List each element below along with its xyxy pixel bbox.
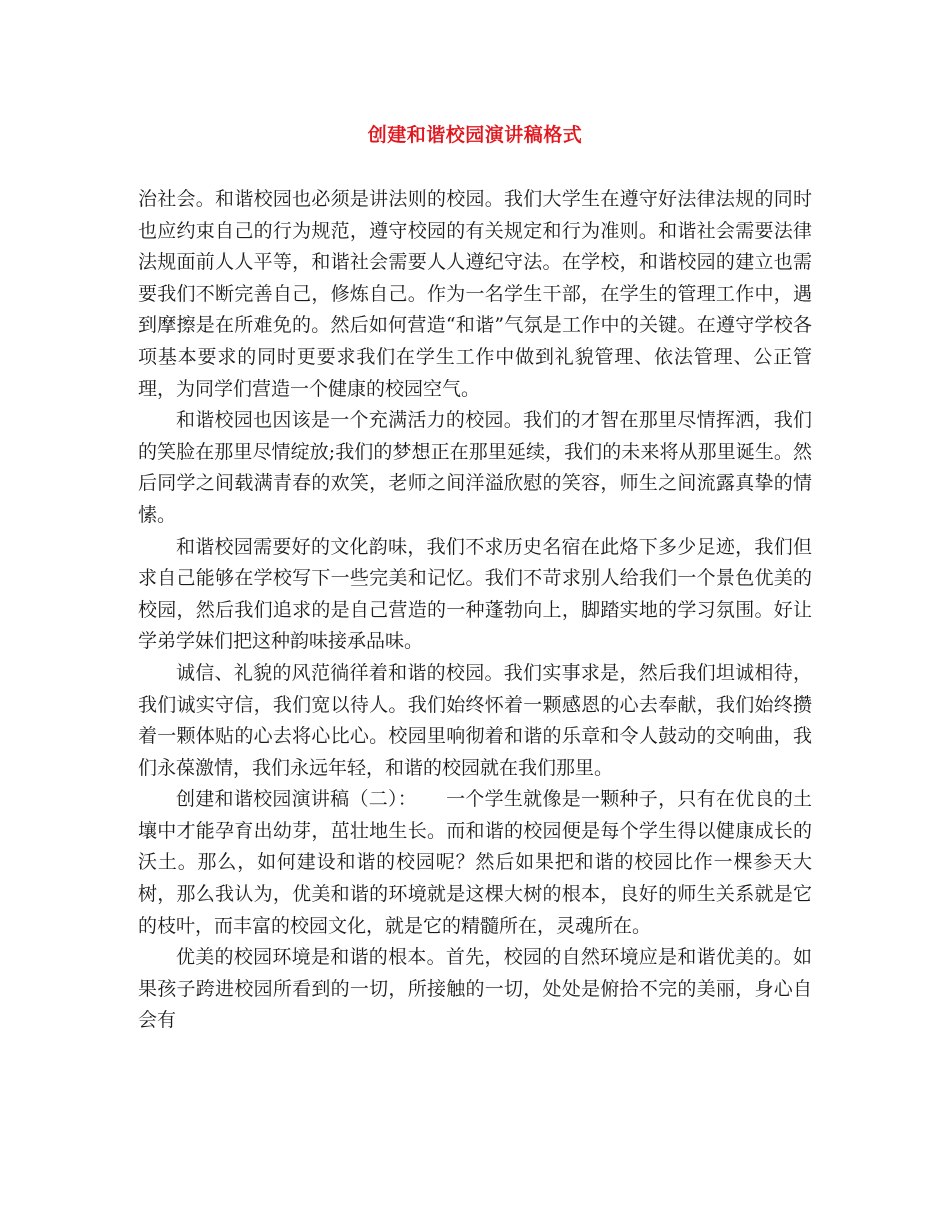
paragraph-4: 诚信、礼貌的风范徜徉着和谐的校园。我们实事求是，然后我们坦诚相待，我们诚实守信，我们宽以待人。我们始终怀着一颗感恩的心去奉献，我们始终攒着一颗体贴的心去将心比心。校园里响彻着和谐的乐章和令人鼓动的交响曲，我们永葆激情，我们永远年轻，和谐的校园就在我们那里。 (138, 661, 812, 779)
document-body (138, 184, 812, 1037)
paragraph-1: 治社会。和谐校园也必须是讲法则的校园。我们大学生在遵守好法律法规的同时也应约束自己的行为规范，遵守校园的有关规定和行为准则。和谐社会需要法律法规面前人人平等，和谐社会需要人人遵纪守法。在学校，和谐校园的建立也需要我们不断完善自己，修炼自己。作为一名学生干部，在学生的管理工作中，遇到摩擦是在所难免的。然后如何营造“和谐”气氛是工作中的关键。在遵守学校各项基本要求的同时更要求我们在学生工作中做到礼貌管理、依法管理、公正管理，为同学们营造一个健康的校园空气。 (138, 188, 812, 400)
paragraph-2: 和谐校园也因该是一个充满活力的校园。我们的才智在那里尽情挥洒，我们的笑脸在那里尽情绽放;我们的梦想正在那里延续，我们的未来将从那里诞生。然后同学之间载满青春的欢笑，老师之间洋溢欣慰的笑容，师生之间流露真挚的情愫。 (138, 409, 812, 526)
paragraph-6: 优美的校园环境是和谐的根本。首先，校园的自然环境应是和谐优美的。如果孩子跨进校园所看到的一切，所接触的一切，处处是俯拾不完的美丽，身心自会有 (138, 946, 812, 1032)
document-title: 创建和谐校园演讲稿格式 (367, 124, 583, 146)
paragraph-3: 和谐校园需要好的文化韵味，我们不求历史名宿在此烙下多少足迹，我们但求自己能够在学校写下一些完美和记忆。我们不苛求别人给我们一个景色优美的校园，然后我们追求的是自己营造的一种蓬勃向上，脚踏实地的学习氛围。好让学弟学妹们把这种韵味接承品味。 (138, 535, 812, 653)
paragraph-5: 创建和谐校园演讲稿（二）： 一个学生就像是一颗种子，只有在优良的土壤中才能孕育出幼芽，茁壮地生长。而和谐的校园便是每个学生得以健康成长的沃土。那么，如何建设和谐的校园呢？然后如果把和谐的校园比作一棵参天大树，那么我认为，优美和谐的环境就是这棵大树的根本，良好的师生关系就是它的枝叶，而丰富的校园文化，就是它的精髓所在，灵魂所在。 (138, 788, 812, 937)
